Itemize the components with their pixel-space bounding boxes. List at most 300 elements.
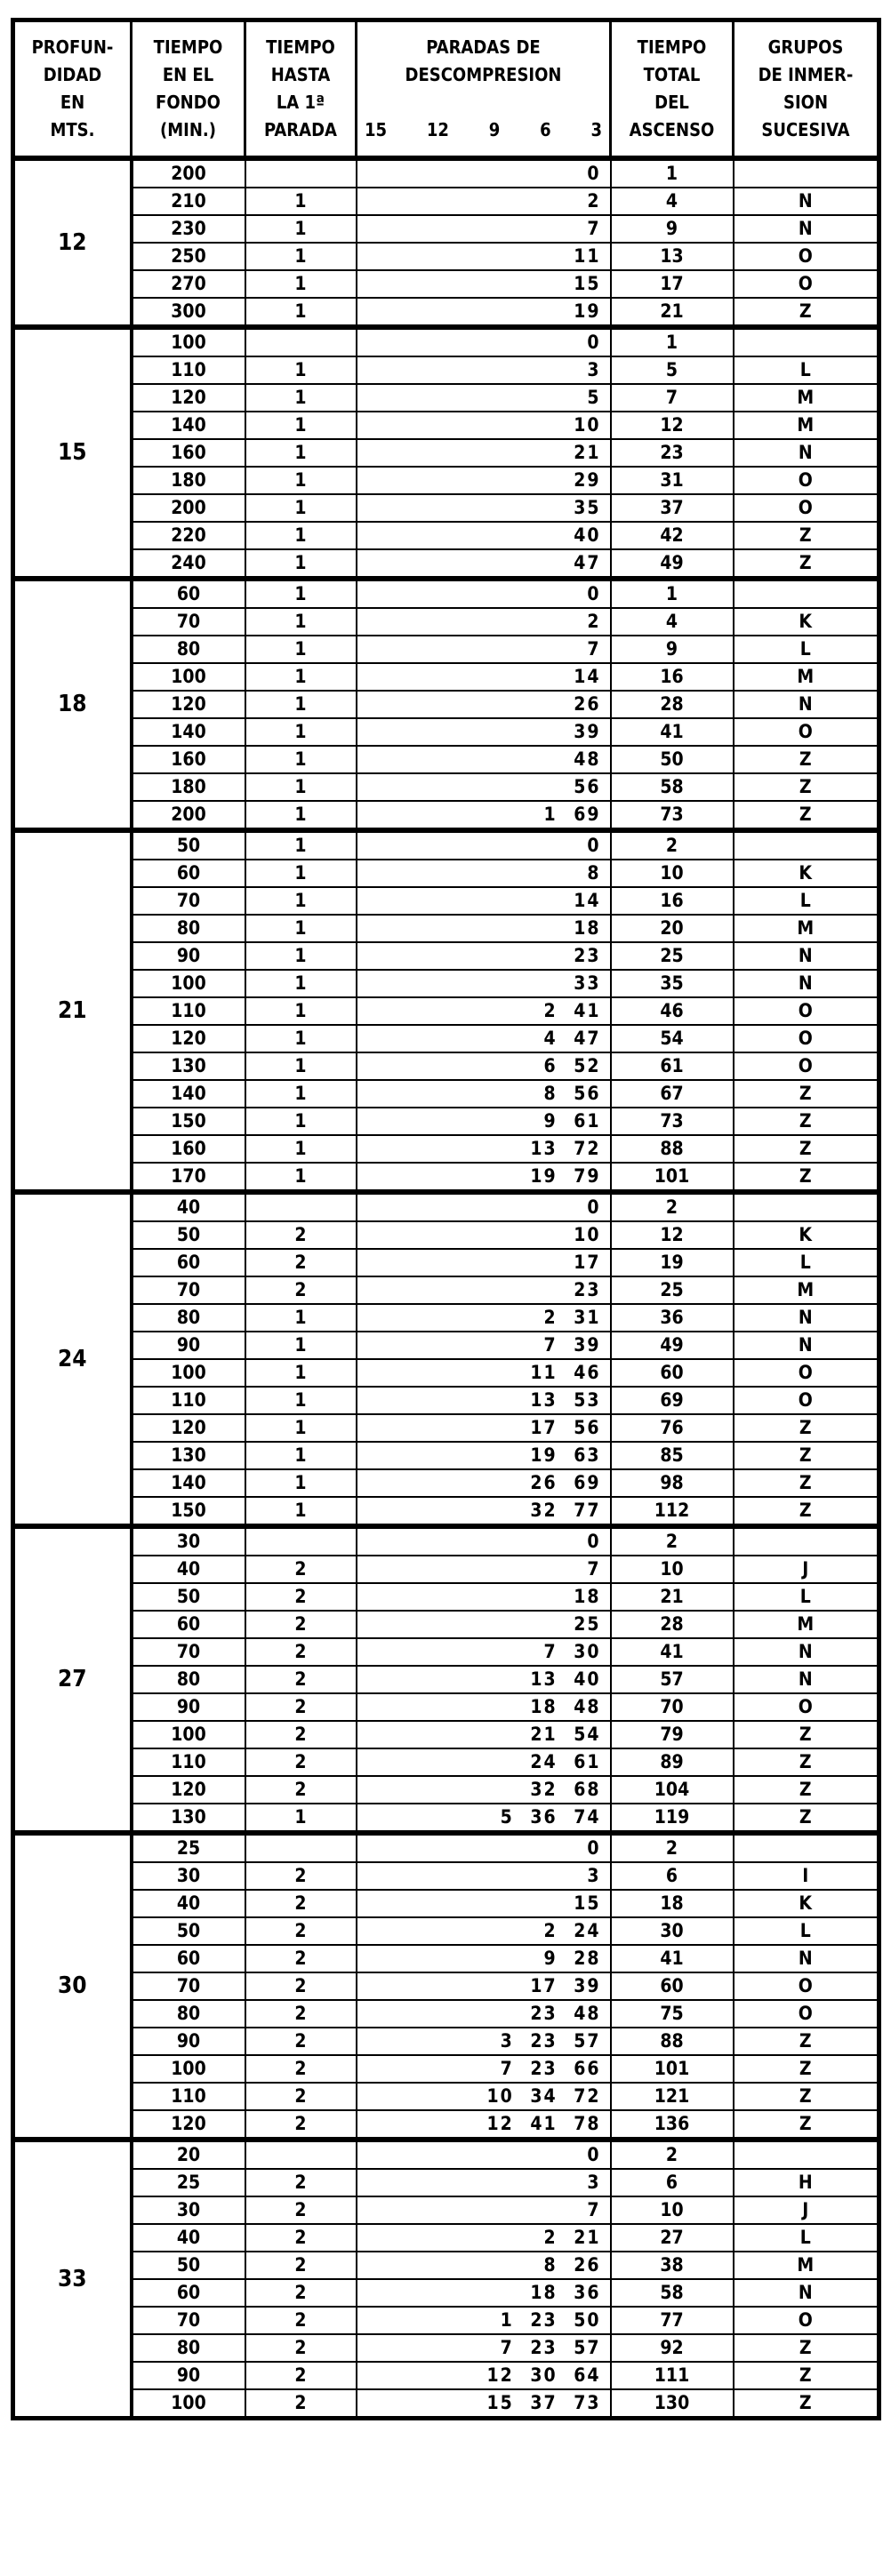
bottom-time-cell: 40: [132, 1192, 245, 1221]
table-row: [13, 718, 879, 746]
time-first-stop-cell: 1: [245, 549, 357, 579]
stops-cell: 17: [357, 1249, 611, 1276]
repetitive-group-cell: O: [734, 997, 879, 1025]
stops-cell: 10: [357, 412, 611, 439]
stops-cell: 2 31: [357, 1304, 611, 1332]
stops-cell: 3: [357, 2169, 611, 2196]
total-ascent-cell: 85: [611, 1442, 734, 1469]
time-first-stop-cell: 1: [245, 1804, 357, 1833]
stops-cell: 2 41: [357, 997, 611, 1025]
repetitive-group-cell: K: [734, 608, 879, 636]
header-bottom-time: [132, 20, 245, 159]
decompression-table: [11, 18, 881, 2420]
repetitive-group-cell: Z: [734, 1442, 879, 1469]
bottom-time-cell: 130: [132, 1442, 245, 1469]
table-row: [13, 1526, 879, 1556]
repetitive-group-cell: O: [734, 1025, 879, 1052]
time-first-stop-cell: 2: [245, 1748, 357, 1776]
table-row: [13, 2196, 879, 2224]
repetitive-group-cell: [734, 1833, 879, 1862]
time-first-stop-cell: 1: [245, 215, 357, 243]
bottom-time-cell: 250: [132, 243, 245, 270]
table-row: [13, 1666, 879, 1693]
repetitive-group-cell: Z: [734, 1497, 879, 1526]
repetitive-group-cell: Z: [734, 773, 879, 801]
total-ascent-cell: 92: [611, 2334, 734, 2362]
table-row: [13, 2389, 879, 2419]
table-row: [13, 1804, 879, 1833]
stops-cell: 26 69: [357, 1469, 611, 1497]
table-row: [13, 1135, 879, 1163]
time-first-stop-cell: 2: [245, 2252, 357, 2279]
stops-cell: 18 36: [357, 2279, 611, 2307]
table-row: [13, 298, 879, 327]
total-ascent-cell: 50: [611, 746, 734, 773]
total-ascent-cell: 28: [611, 691, 734, 718]
stops-cell: 23 48: [357, 2000, 611, 2028]
total-ascent-cell: 49: [611, 1332, 734, 1359]
table-row: [13, 887, 879, 915]
table-row: [13, 1862, 879, 1890]
stop-depth-9: 9: [488, 119, 501, 140]
time-first-stop-cell: 1: [245, 522, 357, 549]
time-first-stop-cell: 1: [245, 887, 357, 915]
stops-cell: 2: [357, 608, 611, 636]
bottom-time-cell: 150: [132, 1497, 245, 1526]
time-first-stop-cell: 1: [245, 691, 357, 718]
stops-cell: 13 72: [357, 1135, 611, 1163]
table-row: [13, 2140, 879, 2169]
table-row: [13, 1638, 879, 1666]
total-ascent-cell: 30: [611, 1917, 734, 1945]
stops-cell: 14: [357, 887, 611, 915]
total-ascent-cell: 1: [611, 327, 734, 356]
bottom-time-cell: 40: [132, 1556, 245, 1583]
stops-cell: 17 56: [357, 1414, 611, 1442]
repetitive-group-cell: Z: [734, 2028, 879, 2055]
bottom-time-cell: 100: [132, 2389, 245, 2419]
repetitive-group-cell: O: [734, 2000, 879, 2028]
repetitive-group-cell: N: [734, 2279, 879, 2307]
time-first-stop-cell: 2: [245, 1638, 357, 1666]
time-first-stop-cell: 2: [245, 2083, 357, 2110]
total-ascent-cell: 16: [611, 887, 734, 915]
table-row: [13, 270, 879, 298]
repetitive-group-cell: M: [734, 915, 879, 942]
stops-cell: 7 23 66: [357, 2055, 611, 2083]
time-first-stop-cell: 1: [245, 860, 357, 887]
table-row: [13, 1776, 879, 1804]
bottom-time-cell: 20: [132, 2140, 245, 2169]
repetitive-group-cell: L: [734, 636, 879, 663]
time-first-stop-cell: [245, 1526, 357, 1556]
repetitive-group-cell: L: [734, 887, 879, 915]
time-first-stop-cell: 1: [245, 970, 357, 997]
repetitive-group-cell: N: [734, 1666, 879, 1693]
total-ascent-cell: 10: [611, 2196, 734, 2224]
table-row: [13, 2279, 879, 2307]
total-ascent-cell: 7: [611, 384, 734, 412]
stops-cell: 7 39: [357, 1332, 611, 1359]
total-ascent-cell: 1: [611, 158, 734, 188]
time-first-stop-cell: [245, 1833, 357, 1862]
repetitive-group-cell: O: [734, 1387, 879, 1414]
repetitive-group-cell: M: [734, 663, 879, 691]
repetitive-group-cell: [734, 2140, 879, 2169]
repetitive-group-cell: H: [734, 2169, 879, 2196]
time-first-stop-cell: 1: [245, 188, 357, 215]
time-first-stop-cell: 1: [245, 356, 357, 384]
time-first-stop-cell: 2: [245, 1945, 357, 1972]
total-ascent-cell: 75: [611, 2000, 734, 2028]
total-ascent-cell: 98: [611, 1469, 734, 1497]
stops-cell: 21 54: [357, 1721, 611, 1748]
stops-cell: 5 36 74: [357, 1804, 611, 1833]
stops-cell: 10 34 72: [357, 2083, 611, 2110]
time-first-stop-cell: 1: [245, 608, 357, 636]
repetitive-group-cell: O: [734, 467, 879, 494]
bottom-time-cell: 80: [132, 915, 245, 942]
bottom-time-cell: 80: [132, 1666, 245, 1693]
total-ascent-cell: 28: [611, 1611, 734, 1638]
table-row: [13, 1583, 879, 1611]
stops-cell: 39: [357, 718, 611, 746]
time-first-stop-cell: 1: [245, 1442, 357, 1469]
stops-cell: 1 69: [357, 801, 611, 830]
repetitive-group-cell: M: [734, 1611, 879, 1638]
bottom-time-cell: 40: [132, 1890, 245, 1917]
repetitive-group-cell: N: [734, 1945, 879, 1972]
depth-cell: 18: [13, 579, 132, 830]
repetitive-group-cell: Z: [734, 1163, 879, 1192]
table-row: [13, 1304, 879, 1332]
table-row: [13, 412, 879, 439]
repetitive-group-cell: Z: [734, 1414, 879, 1442]
bottom-time-cell: 100: [132, 1721, 245, 1748]
depth-cell: 33: [13, 2140, 132, 2419]
bottom-time-cell: 100: [132, 327, 245, 356]
stops-cell: 29: [357, 467, 611, 494]
repetitive-group-cell: [734, 579, 879, 608]
header-row: [13, 20, 879, 159]
stops-cell: 35: [357, 494, 611, 522]
stops-cell: 23: [357, 1276, 611, 1304]
repetitive-group-cell: N: [734, 1304, 879, 1332]
repetitive-group-cell: N: [734, 970, 879, 997]
table-row: [13, 2169, 879, 2196]
bottom-time-cell: 130: [132, 1804, 245, 1833]
table-row: [13, 1192, 879, 1221]
table-row: [13, 494, 879, 522]
stops-cell: 0: [357, 1526, 611, 1556]
time-first-stop-cell: 2: [245, 2000, 357, 2028]
repetitive-group-cell: Z: [734, 801, 879, 830]
table-row: [13, 1414, 879, 1442]
stops-cell: 2 21: [357, 2224, 611, 2252]
header-total-ascent: [611, 20, 734, 159]
bottom-time-cell: 140: [132, 1080, 245, 1108]
repetitive-group-cell: L: [734, 356, 879, 384]
table-row: [13, 746, 879, 773]
total-ascent-cell: 130: [611, 2389, 734, 2419]
time-first-stop-cell: 2: [245, 2028, 357, 2055]
stops-cell: 7 23 57: [357, 2334, 611, 2362]
repetitive-group-cell: N: [734, 691, 879, 718]
bottom-time-cell: 90: [132, 1332, 245, 1359]
table-row: [13, 801, 879, 830]
time-first-stop-cell: [245, 2140, 357, 2169]
stops-cell: 7: [357, 215, 611, 243]
total-ascent-cell: 54: [611, 1025, 734, 1052]
bottom-time-cell: 80: [132, 636, 245, 663]
stops-cell: 47: [357, 549, 611, 579]
total-ascent-cell: 60: [611, 1359, 734, 1387]
repetitive-group-cell: O: [734, 1693, 879, 1721]
total-ascent-cell: 88: [611, 2028, 734, 2055]
table-row: [13, 1611, 879, 1638]
bottom-time-cell: 160: [132, 1135, 245, 1163]
table-row: [13, 860, 879, 887]
time-first-stop-cell: 2: [245, 1611, 357, 1638]
time-first-stop-cell: 1: [245, 1497, 357, 1526]
header-text: PARADAS DE: [426, 36, 541, 58]
table-row: [13, 2224, 879, 2252]
stop-depth-headers: [359, 116, 607, 144]
bottom-time-cell: 180: [132, 467, 245, 494]
repetitive-group-cell: N: [734, 439, 879, 467]
time-first-stop-cell: 1: [245, 915, 357, 942]
total-ascent-cell: 79: [611, 1721, 734, 1748]
total-ascent-cell: 119: [611, 1804, 734, 1833]
total-ascent-cell: 25: [611, 1276, 734, 1304]
bottom-time-cell: 60: [132, 579, 245, 608]
total-ascent-cell: 6: [611, 1862, 734, 1890]
total-ascent-cell: 70: [611, 1693, 734, 1721]
bottom-time-cell: 180: [132, 773, 245, 801]
bottom-time-cell: 50: [132, 1917, 245, 1945]
stops-cell: 11 46: [357, 1359, 611, 1387]
total-ascent-cell: 12: [611, 1221, 734, 1249]
header-text: (MIN.): [160, 119, 216, 140]
table-row: [13, 1890, 879, 1917]
repetitive-group-cell: Z: [734, 746, 879, 773]
bottom-time-cell: 140: [132, 1469, 245, 1497]
table-row: [13, 215, 879, 243]
table-row: [13, 549, 879, 579]
stops-cell: 2: [357, 188, 611, 215]
depth-cell: 21: [13, 830, 132, 1192]
time-first-stop-cell: 2: [245, 1721, 357, 1748]
table-row: [13, 1833, 879, 1862]
time-first-stop-cell: 2: [245, 2224, 357, 2252]
time-first-stop-cell: 1: [245, 494, 357, 522]
stops-cell: 25: [357, 1611, 611, 1638]
repetitive-group-cell: O: [734, 494, 879, 522]
table-row: [13, 356, 879, 384]
bottom-time-cell: 120: [132, 1776, 245, 1804]
time-first-stop-cell: 2: [245, 2110, 357, 2140]
stops-cell: 19 63: [357, 1442, 611, 1469]
stops-cell: 26: [357, 691, 611, 718]
stops-cell: 14: [357, 663, 611, 691]
table-row: [13, 942, 879, 970]
header-text: TOTAL: [643, 64, 701, 85]
repetitive-group-cell: M: [734, 384, 879, 412]
stops-cell: 0: [357, 327, 611, 356]
repetitive-group-cell: N: [734, 1332, 879, 1359]
total-ascent-cell: 19: [611, 1249, 734, 1276]
table-row: [13, 467, 879, 494]
bottom-time-cell: 230: [132, 215, 245, 243]
repetitive-group-cell: O: [734, 270, 879, 298]
time-first-stop-cell: 2: [245, 2055, 357, 2083]
stops-cell: 18 48: [357, 1693, 611, 1721]
stops-cell: 7: [357, 2196, 611, 2224]
total-ascent-cell: 89: [611, 1748, 734, 1776]
stops-cell: 8 56: [357, 1080, 611, 1108]
stops-cell: 32 77: [357, 1497, 611, 1526]
table-row: [13, 773, 879, 801]
bottom-time-cell: 60: [132, 1249, 245, 1276]
total-ascent-cell: 21: [611, 298, 734, 327]
header-text: DESCOMPRESION: [405, 64, 562, 85]
repetitive-group-cell: O: [734, 1359, 879, 1387]
bottom-time-cell: 70: [132, 2307, 245, 2334]
stops-cell: 6 52: [357, 1052, 611, 1080]
time-first-stop-cell: 2: [245, 2279, 357, 2307]
bottom-time-cell: 140: [132, 412, 245, 439]
repetitive-group-cell: M: [734, 2252, 879, 2279]
repetitive-group-cell: Z: [734, 1135, 879, 1163]
time-first-stop-cell: 1: [245, 663, 357, 691]
table-row: [13, 2000, 879, 2028]
time-first-stop-cell: 1: [245, 997, 357, 1025]
table-row: [13, 384, 879, 412]
repetitive-group-cell: L: [734, 2224, 879, 2252]
bottom-time-cell: 50: [132, 1221, 245, 1249]
table-row: [13, 970, 879, 997]
repetitive-group-cell: L: [734, 1917, 879, 1945]
total-ascent-cell: 13: [611, 243, 734, 270]
total-ascent-cell: 57: [611, 1666, 734, 1693]
repetitive-group-cell: M: [734, 1276, 879, 1304]
stops-cell: 0: [357, 830, 611, 860]
bottom-time-cell: 110: [132, 1748, 245, 1776]
bottom-time-cell: 120: [132, 1025, 245, 1052]
repetitive-group-cell: Z: [734, 1080, 879, 1108]
header-text: ASCENSO: [629, 119, 715, 140]
total-ascent-cell: 9: [611, 636, 734, 663]
bottom-time-cell: 90: [132, 1693, 245, 1721]
header-text: TIEMPO: [153, 36, 223, 58]
table-row: [13, 2334, 879, 2362]
repetitive-group-cell: Z: [734, 2334, 879, 2362]
table-row: [13, 2055, 879, 2083]
repetitive-group-cell: O: [734, 243, 879, 270]
stops-cell: 24 61: [357, 1748, 611, 1776]
header-text: DE INMER-: [758, 64, 854, 85]
time-first-stop-cell: 2: [245, 1890, 357, 1917]
total-ascent-cell: 41: [611, 1638, 734, 1666]
bottom-time-cell: 120: [132, 384, 245, 412]
total-ascent-cell: 4: [611, 608, 734, 636]
stop-depth-6: 6: [540, 119, 551, 140]
stops-cell: 10: [357, 1221, 611, 1249]
table-row: [13, 1108, 879, 1135]
table-row: [13, 188, 879, 215]
table-row: [13, 1497, 879, 1526]
stops-cell: 15: [357, 270, 611, 298]
stops-cell: 11: [357, 243, 611, 270]
time-first-stop-cell: 1: [245, 1108, 357, 1135]
total-ascent-cell: 69: [611, 1387, 734, 1414]
bottom-time-cell: 110: [132, 2083, 245, 2110]
bottom-time-cell: 40: [132, 2224, 245, 2252]
table-row: [13, 2362, 879, 2389]
total-ascent-cell: 16: [611, 663, 734, 691]
header-depth: [13, 20, 132, 159]
total-ascent-cell: 6: [611, 2169, 734, 2196]
bottom-time-cell: 70: [132, 887, 245, 915]
repetitive-group-cell: Z: [734, 1469, 879, 1497]
time-first-stop-cell: 1: [245, 942, 357, 970]
stops-cell: 4 47: [357, 1025, 611, 1052]
time-first-stop-cell: 1: [245, 1163, 357, 1192]
time-first-stop-cell: 2: [245, 2307, 357, 2334]
total-ascent-cell: 38: [611, 2252, 734, 2279]
table-row: [13, 1052, 879, 1080]
bottom-time-cell: 200: [132, 801, 245, 830]
total-ascent-cell: 101: [611, 2055, 734, 2083]
total-ascent-cell: 21: [611, 1583, 734, 1611]
header-text: MTS.: [50, 119, 95, 140]
time-first-stop-cell: 1: [245, 579, 357, 608]
stops-cell: 23: [357, 942, 611, 970]
stops-cell: 3 23 57: [357, 2028, 611, 2055]
total-ascent-cell: 77: [611, 2307, 734, 2334]
bottom-time-cell: 80: [132, 2334, 245, 2362]
repetitive-group-cell: Z: [734, 522, 879, 549]
time-first-stop-cell: [245, 158, 357, 188]
table-row: [13, 1972, 879, 2000]
total-ascent-cell: 10: [611, 1556, 734, 1583]
bottom-time-cell: 100: [132, 2055, 245, 2083]
bottom-time-cell: 140: [132, 718, 245, 746]
bottom-time-cell: 160: [132, 746, 245, 773]
total-ascent-cell: 41: [611, 1945, 734, 1972]
bottom-time-cell: 60: [132, 1945, 245, 1972]
repetitive-group-cell: Z: [734, 1721, 879, 1748]
bottom-time-cell: 110: [132, 997, 245, 1025]
repetitive-group-cell: O: [734, 1052, 879, 1080]
bottom-time-cell: 50: [132, 2252, 245, 2279]
stops-cell: 17 39: [357, 1972, 611, 2000]
total-ascent-cell: 111: [611, 2362, 734, 2389]
bottom-time-cell: 70: [132, 1638, 245, 1666]
table-body: [13, 158, 879, 2419]
header-text: DEL: [654, 92, 689, 113]
bottom-time-cell: 30: [132, 2196, 245, 2224]
bottom-time-cell: 120: [132, 1414, 245, 1442]
table-row: [13, 1556, 879, 1583]
repetitive-group-cell: Z: [734, 2110, 879, 2140]
table-row: [13, 915, 879, 942]
table-row: [13, 2110, 879, 2140]
repetitive-group-cell: N: [734, 942, 879, 970]
bottom-time-cell: 60: [132, 860, 245, 887]
header-stops: [357, 20, 611, 159]
total-ascent-cell: 121: [611, 2083, 734, 2110]
